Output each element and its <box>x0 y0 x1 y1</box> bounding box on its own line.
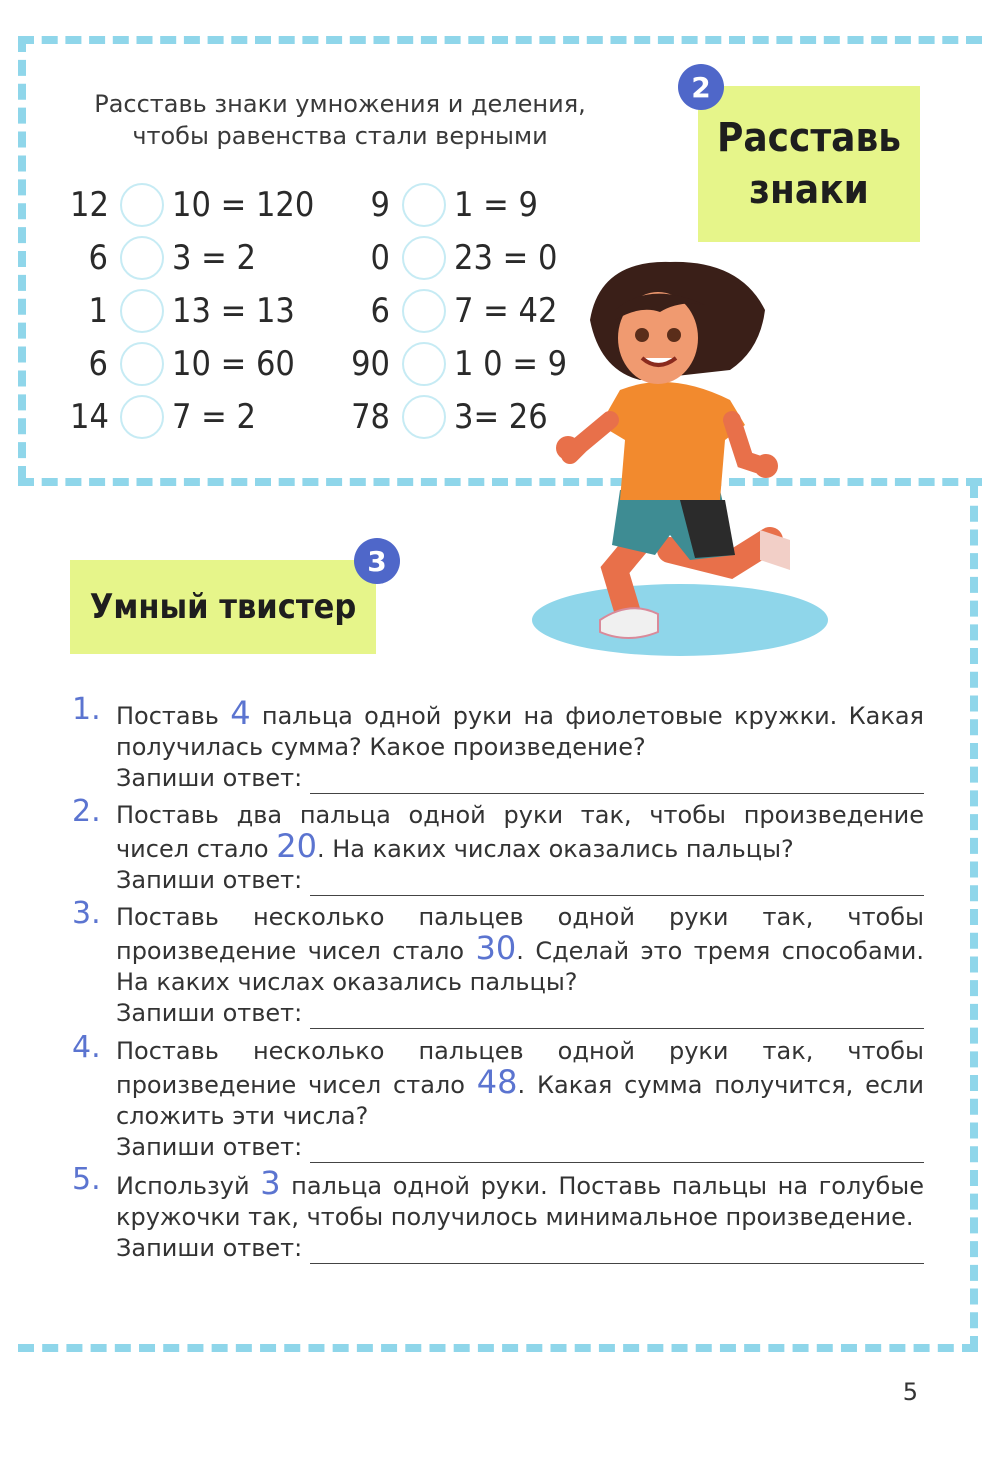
sign-input-circle[interactable] <box>402 342 446 386</box>
task-key-number: 48 <box>476 1063 518 1101</box>
task-number: 4. <box>72 1030 101 1065</box>
equation-first-number: 90 <box>351 344 390 384</box>
task-item <box>72 692 924 794</box>
equation-rest: 3 = 2 <box>172 238 256 278</box>
task-number: 2. <box>72 794 101 829</box>
equation-first-number: 1 <box>88 291 108 331</box>
equation-first-number: 9 <box>370 185 390 225</box>
equation-rest: 3= 26 <box>454 397 548 437</box>
task-key-number: 4 <box>230 694 251 732</box>
answer-label: Запиши ответ: <box>116 1234 303 1262</box>
equation-first-number: 0 <box>370 238 390 278</box>
task-text-end: пальца одной руки на фиолетовые кружки. Какая получилась сумма? Какое произведение? <box>116 702 924 761</box>
task-text <box>116 902 924 1029</box>
task-text-start: Поставь несколько пальцев одной руки так, чтобы произведение чисел стало <box>116 1037 924 1099</box>
exercise3-title: Умный твистер <box>70 560 376 654</box>
task-text <box>116 1036 924 1163</box>
floor-shadow <box>532 584 828 656</box>
eye-right <box>667 328 681 342</box>
equation-row <box>70 233 256 283</box>
left-fist <box>556 436 580 460</box>
sign-input-circle[interactable] <box>120 395 164 439</box>
exercise3-badge: 3 <box>354 538 400 584</box>
task-key-number: 20 <box>276 827 317 865</box>
equation-first-number: 6 <box>88 344 108 384</box>
answer-row <box>116 865 924 896</box>
equation-rest: 7 = 42 <box>454 291 558 331</box>
equation-first-number: 6 <box>370 291 390 331</box>
frame-top-dash <box>18 36 982 44</box>
sign-input-circle[interactable] <box>402 395 446 439</box>
task-item <box>72 1030 924 1163</box>
task-text-start: Используй <box>116 1172 261 1200</box>
task-text <box>116 800 924 896</box>
answer-row <box>116 998 924 1029</box>
equation-rest: 13 = 13 <box>172 291 295 331</box>
task-text <box>116 1164 924 1264</box>
back-shoe <box>760 530 790 570</box>
answer-line-input[interactable] <box>310 769 924 794</box>
task-text <box>116 694 924 794</box>
answer-row <box>116 1132 924 1163</box>
sign-input-circle[interactable] <box>120 236 164 280</box>
task-item <box>72 1162 924 1264</box>
sign-input-circle[interactable] <box>402 183 446 227</box>
page-number: 5 <box>902 1378 918 1406</box>
task-key-number: 3 <box>260 1164 281 1202</box>
equation-first-number: 14 <box>70 397 109 437</box>
exercise2-badge: 2 <box>678 64 724 110</box>
equation-row <box>344 180 538 230</box>
equation-rest: 1 = 9 <box>454 185 538 225</box>
equation-rest: 23 = 0 <box>454 238 558 278</box>
exercise2-title-line-1: Расставь <box>717 115 901 161</box>
equation-first-number: 6 <box>88 238 108 278</box>
equation-row <box>70 392 256 442</box>
eye-left <box>635 328 649 342</box>
task-number: 3. <box>72 896 101 931</box>
task-text-start: Поставь два пальца одной руки так, чтобы произведение чисел стало <box>116 801 924 863</box>
task-item <box>72 794 924 896</box>
task-text-end: . На каких числах оказались пальцы? <box>316 835 794 863</box>
answer-label: Запиши ответ: <box>116 764 303 792</box>
answer-line-input[interactable] <box>310 1138 924 1163</box>
instruction-line-1: Расставь знаки умножения и деления, <box>94 90 586 118</box>
equation-row <box>70 286 295 336</box>
answer-label: Запиши ответ: <box>116 999 303 1027</box>
equation-first-number: 78 <box>351 397 390 437</box>
sign-input-circle[interactable] <box>120 289 164 333</box>
equation-row <box>344 392 548 442</box>
task-text-end: . Сделай это тремя способами. На каких числах оказались пальцы? <box>116 937 924 996</box>
sign-input-circle[interactable] <box>402 236 446 280</box>
answer-row <box>116 1233 924 1264</box>
frame-left-dash <box>18 36 26 482</box>
sign-input-circle[interactable] <box>120 183 164 227</box>
right-fist <box>754 454 778 478</box>
instruction-line-2: чтобы равенства стали верными <box>132 122 548 150</box>
task-number: 1. <box>72 692 101 727</box>
equation-rest: 10 = 60 <box>172 344 295 384</box>
running-girl-illustration <box>520 250 840 670</box>
task-text-start: Поставь несколько пальцев одной руки так, чтобы произведение чисел стало <box>116 903 924 965</box>
equation-rest: 7 = 2 <box>172 397 256 437</box>
frame-right-dash <box>970 482 978 1352</box>
task-text-start: Поставь <box>116 702 231 730</box>
task-text-end: . Какая сумма получится, если сложить эти числа? <box>116 1071 924 1130</box>
answer-label: Запиши ответ: <box>116 866 303 894</box>
sign-input-circle[interactable] <box>120 342 164 386</box>
task-key-number: 30 <box>475 929 517 967</box>
right-arm <box>732 420 760 465</box>
task-text-end: пальца одной руки. Поставь пальцы на голубые кружочки так, чтобы получилось минимальное произведение. <box>116 1172 924 1231</box>
answer-label: Запиши ответ: <box>116 1133 303 1161</box>
task-item <box>72 896 924 1029</box>
answer-line-input[interactable] <box>310 1239 924 1264</box>
exercise2-title <box>698 86 920 242</box>
shirt <box>600 382 745 500</box>
equation-rest: 10 = 120 <box>172 185 315 225</box>
exercise2-title-line-2: знаки <box>749 167 869 213</box>
equation-row <box>70 180 314 230</box>
equation-rest: 1 0 = 9 <box>454 344 568 384</box>
answer-line-input[interactable] <box>310 1004 924 1029</box>
answer-row <box>116 763 924 794</box>
exercise2-instruction <box>60 88 620 152</box>
equation-row <box>70 339 295 389</box>
task-number: 5. <box>72 1162 101 1197</box>
equation-first-number: 12 <box>70 185 109 225</box>
answer-line-input[interactable] <box>310 871 924 896</box>
sign-input-circle[interactable] <box>402 289 446 333</box>
frame-bottom-dash <box>18 1344 978 1352</box>
